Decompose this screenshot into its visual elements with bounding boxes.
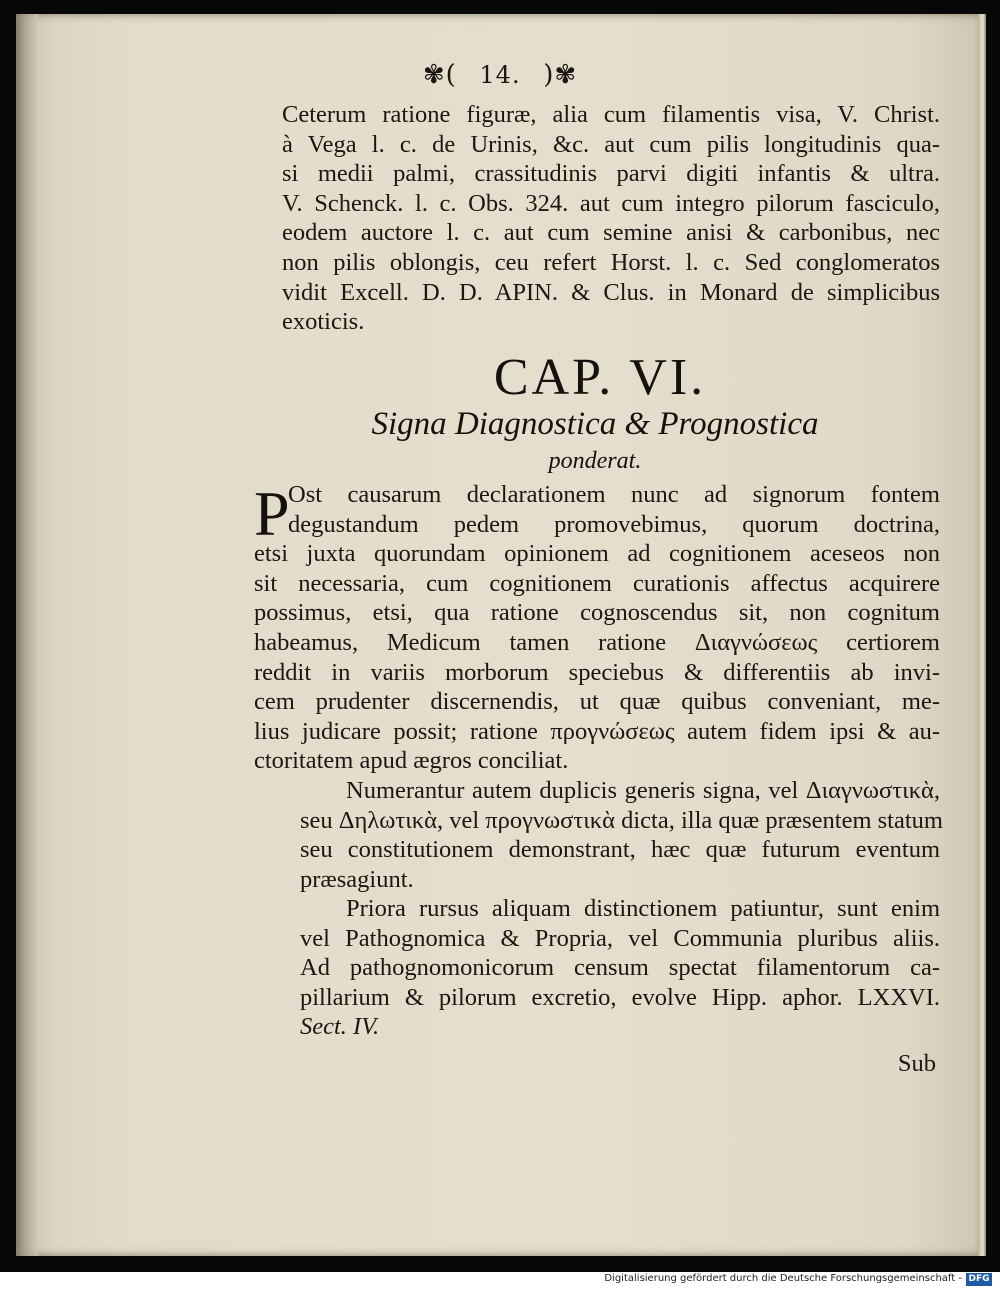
text-line: habeamus, Medicum tamen ratione Διαγνώσεως certiorem <box>254 628 940 656</box>
text-line: lius judicare possit; ratione προγνώσεως autem fidem ipsi & au- <box>254 717 940 745</box>
text-line: seu Δηλωτικὰ, vel προγνωστικὰ dicta, illa quæ præsentem statum <box>300 806 943 834</box>
page-number: 14. <box>479 61 521 89</box>
running-header <box>0 60 1000 90</box>
text-line: Sect. IV. <box>300 1013 380 1041</box>
paragraph-4 <box>254 894 940 1042</box>
text-line: V. Schenck. l. c. Obs. 324. aut cum integro pilorum fasciculo, <box>282 189 940 217</box>
text-line: ctoritatem apud ægros conciliat. <box>254 747 569 775</box>
text-line: seu constitutionem demonstrant, hæc quæ futurum eventum <box>300 836 940 864</box>
text-line: eodem auctore l. c. aut cum semine anisi & carbonibus, nec <box>282 219 940 247</box>
text-line: possimus, etsi, qua ratione cognoscendus sit, non cognitum <box>254 599 940 627</box>
digitization-credit: Digitalisierung gefördert durch die Deutsche Forschungsgemeinschaft - <box>604 1273 962 1284</box>
text-line: à Vega l. c. de Urinis, &c. aut cum pilis longitudinis qua- <box>282 130 940 158</box>
text-line: si medii palmi, crassitudinis parvi digiti infantis & ultra. <box>282 160 940 188</box>
text-line: cem prudenter discernendis, ut quæ quibus conveniant, me- <box>254 688 940 716</box>
paragraph-2 <box>254 480 940 776</box>
text-line: Numerantur autem duplicis generis signa, vel Διαγνωστικὰ, <box>346 777 940 804</box>
catchword: Sub <box>897 1050 936 1077</box>
text-line: Ost causarum declarationem nunc ad signorum fontem <box>288 481 940 508</box>
page-gutter-shadow <box>16 14 38 1256</box>
paragraph-1 <box>254 100 940 337</box>
text-line: vidit Excell. D. D. APIN. & Clus. in Monard de simplicibus <box>282 278 940 306</box>
paragraph-3 <box>254 776 943 894</box>
dfg-logo: DFG <box>966 1273 992 1286</box>
text-line: etsi juxta quorundam opinionem ad cognitionem aceseos non <box>254 540 940 568</box>
text-line: vel Pathognomica & Propria, vel Communia pluribus aliis. <box>300 924 940 952</box>
text-line: Ceterum ratione figuræ, alia cum filamentis visa, V. Christ. <box>282 101 940 128</box>
chapter-subtitle-continued: ponderat. <box>548 448 642 474</box>
ornament-left-icon: ✾( <box>422 60 457 90</box>
text-line: degustandum pedem promovebimus, quorum doctrina, <box>288 510 940 538</box>
text-line: Ad pathognomonicorum censum spectat filamentorum ca- <box>300 954 940 982</box>
text-line: reddit in variis morborum speciebus & differentiis ab invi- <box>254 658 940 686</box>
text-line: Priora rursus aliquam distinctionem patiuntur, sunt enim <box>346 895 940 922</box>
chapter-subtitle: Signa Diagnostica & Prognostica <box>371 406 819 442</box>
text-line: non pilis oblongis, ceu refert Horst. l. c. Sed conglomeratos <box>282 248 940 276</box>
drop-cap: P <box>254 478 290 549</box>
page-edge <box>978 14 986 1256</box>
text-line: sit necessaria, cum cognitionem curationis affectus acquirere <box>254 569 940 597</box>
text-line: exoticis. <box>282 308 365 336</box>
ornament-right-icon: )✾ <box>543 60 578 90</box>
text-line: pillarium & pilorum excretio, evolve Hipp. aphor. LXXVI. <box>300 983 940 1011</box>
chapter-title: CAP. VI. <box>493 349 707 406</box>
text-line: præsagiunt. <box>300 865 414 893</box>
